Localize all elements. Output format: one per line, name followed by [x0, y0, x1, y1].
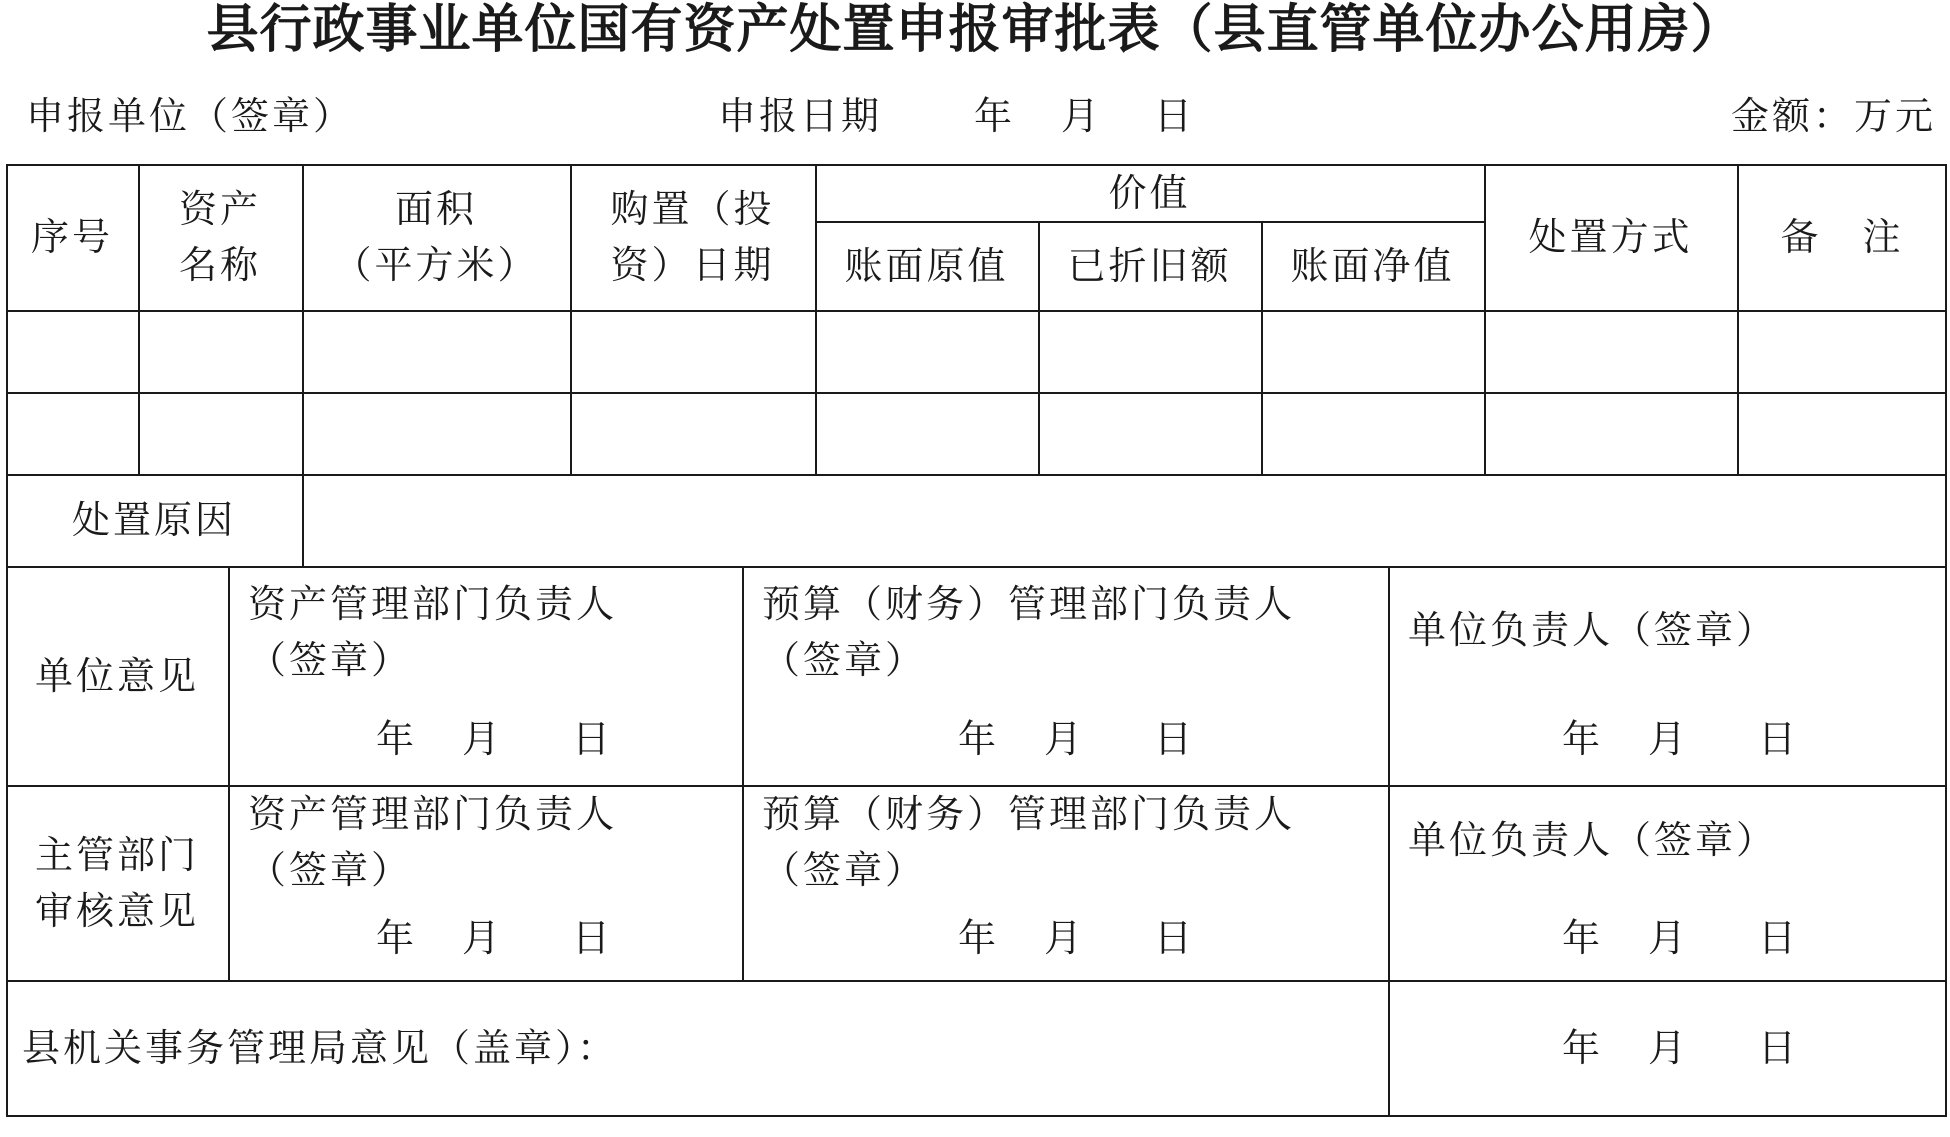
data-cell-purchase-date-row1[interactable]: [570, 310, 815, 392]
unit-opinion-label: 单位意见: [34, 653, 199, 698]
date-day: 日: [1154, 916, 1193, 960]
header-value: 价值: [1108, 170, 1191, 215]
header-seq: 序号: [30, 215, 113, 259]
supervisor-asset-manager-seal: （签章）: [248, 848, 413, 892]
date-day: 日: [1758, 916, 1797, 960]
disposal-reason-label: 处置原因: [71, 498, 236, 542]
header-asset-name-line2: 名称: [178, 243, 261, 287]
date-year: 年: [958, 717, 997, 761]
header-disposal-method: 处置方式: [1528, 215, 1693, 259]
date-day: 日: [1758, 717, 1797, 761]
data-cell-purchase-date-row2[interactable]: [570, 392, 815, 474]
amount-unit-label: 金额：万元: [1730, 94, 1936, 138]
data-cell-book-original-row2[interactable]: [815, 392, 1038, 474]
date-year: 年: [1562, 916, 1601, 960]
data-cell-depreciation-row2[interactable]: [1038, 392, 1261, 474]
data-cell-remarks-row1[interactable]: [1737, 310, 1947, 392]
data-cell-area-row2[interactable]: [302, 392, 570, 474]
supervisor-opinion-line1: 主管部门: [34, 832, 199, 877]
data-cell-seq-row1[interactable]: [6, 310, 138, 392]
form-title: 县行政事业单位国有资产处置申报审批表（县直管单位办公用房）: [206, 0, 1744, 60]
data-cell-book-original-row1[interactable]: [815, 310, 1038, 392]
date-month: 月: [1648, 1026, 1687, 1070]
data-cell-depreciation-row1[interactable]: [1038, 310, 1261, 392]
bureau-opinion-label: 县机关事务管理局意见（盖章）：: [22, 1025, 619, 1070]
table-rule: [1388, 566, 1390, 1117]
date-day: 日: [1758, 1026, 1797, 1070]
date-day: 日: [1154, 717, 1193, 761]
date-month: 月: [462, 916, 501, 960]
header-purchase-line1: 购置（投: [610, 187, 775, 231]
data-cell-disposal-method-row1[interactable]: [1484, 310, 1737, 392]
header-area: [302, 164, 570, 310]
date-day: 日: [572, 916, 611, 960]
supervisor-budget-manager-seal: （签章）: [762, 848, 927, 892]
data-cell-asset-name-row1[interactable]: [138, 310, 302, 392]
data-cell-book-net-row2[interactable]: [1261, 392, 1484, 474]
header-asset-name-line1: 资产: [178, 187, 261, 231]
unit-head-seal: 单位负责人（签章）: [1408, 608, 1778, 652]
declaration-year: 年: [974, 94, 1016, 138]
data-cell-remarks-row2[interactable]: [1737, 392, 1947, 474]
header-asset-name: [138, 164, 302, 310]
supervisor-opinion-label: [6, 785, 228, 980]
header-book-net-value: 账面净值: [1290, 243, 1455, 288]
date-year: 年: [376, 916, 415, 960]
header-remarks: 备 注: [1780, 215, 1904, 259]
date-year: 年: [1562, 717, 1601, 761]
disposal-form-table: [6, 164, 1947, 1117]
data-cell-book-net-row1[interactable]: [1261, 310, 1484, 392]
date-day: 日: [572, 717, 611, 761]
table-border-bottom: [6, 1115, 1947, 1117]
declaring-unit-label: 申报单位（签章）: [26, 94, 355, 138]
supervisor-budget-manager-title: 预算（财务）管理部门负责人: [762, 792, 1296, 836]
date-month: 月: [462, 717, 501, 761]
unit-asset-manager-title: 资产管理部门负责人: [248, 582, 618, 626]
header-purchase-date: [570, 164, 815, 310]
declaration-day: 日: [1154, 94, 1196, 138]
data-cell-asset-name-row2[interactable]: [138, 392, 302, 474]
date-month: 月: [1648, 916, 1687, 960]
header-area-line2: （平方米）: [333, 243, 539, 287]
header-area-line1: 面积: [394, 187, 477, 231]
unit-budget-manager-seal: （签章）: [762, 638, 927, 682]
declaration-month: 月: [1061, 94, 1103, 138]
header-purchase-line2: 资）日期: [610, 243, 775, 287]
table-rule: [228, 566, 230, 982]
date-month: 月: [1044, 916, 1083, 960]
declaration-date-label: [718, 92, 1195, 140]
header-book-original-value: 账面原值: [844, 243, 1009, 288]
unit-asset-manager-seal: （签章）: [248, 638, 413, 682]
supervisor-head-seal: 单位负责人（签章）: [1408, 818, 1778, 862]
supervisor-asset-manager-title: 资产管理部门负责人: [248, 792, 618, 836]
data-cell-area-row1[interactable]: [302, 310, 570, 392]
data-cell-disposal-method-row2[interactable]: [1484, 392, 1737, 474]
date-year: 年: [376, 717, 415, 761]
date-month: 月: [1648, 717, 1687, 761]
date-year: 年: [958, 916, 997, 960]
table-rule: [6, 566, 1947, 568]
date-month: 月: [1044, 717, 1083, 761]
data-cell-seq-row2[interactable]: [6, 392, 138, 474]
unit-budget-manager-title: 预算（财务）管理部门负责人: [762, 582, 1296, 626]
date-year: 年: [1562, 1026, 1601, 1070]
table-rule: [742, 566, 744, 982]
declaration-date-text: 申报日期: [718, 94, 883, 138]
supervisor-opinion-line2: 审核意见: [34, 888, 199, 933]
disposal-reason-field[interactable]: [302, 474, 1947, 566]
header-accumulated-depreciation: 已折旧额: [1067, 243, 1232, 288]
